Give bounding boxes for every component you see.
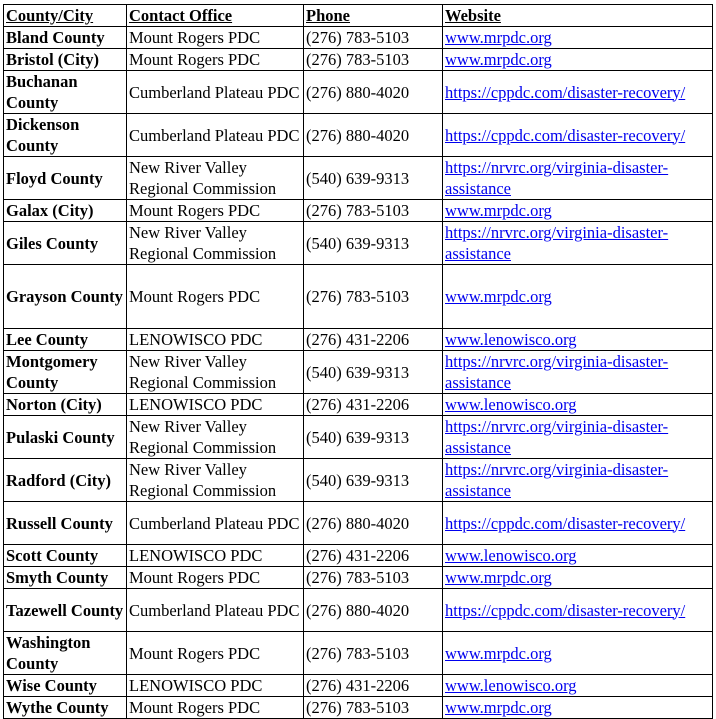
county-cell: Pulaski County [4,416,127,459]
county-cell: Norton (City) [4,394,127,416]
table-row [4,265,713,329]
phone-cell: (276) 880-4020 [304,502,443,545]
phone-cell: (276) 783-5103 [304,567,443,589]
table-row [4,329,713,351]
website-cell [443,157,713,200]
office-cell: Mount Rogers PDC [127,200,304,222]
office-cell: Cumberland Plateau PDC [127,502,304,545]
website-cell [443,416,713,459]
table-row [4,589,713,632]
table-row [4,567,713,589]
table-body [4,27,713,719]
website-link[interactable]: www.mrpdc.org [445,643,552,663]
office-cell: Mount Rogers PDC [127,265,304,329]
office-cell: Mount Rogers PDC [127,49,304,71]
website-cell [443,49,713,71]
website-link[interactable]: www.lenowisco.org [445,676,577,695]
county-cell: Bland County [4,27,127,49]
website-link[interactable]: www.mrpdc.org [445,201,552,220]
county-cell: Dickenson County [4,114,127,157]
phone-cell: (276) 431-2206 [304,329,443,351]
website-link[interactable]: https://nrvrc.org/virginia-disaster-assistance [445,352,669,392]
county-cell: Lee County [4,329,127,351]
table-row [4,394,713,416]
office-cell: Mount Rogers PDC [127,567,304,589]
county-cell: Tazewell County [4,589,127,632]
phone-cell: (276) 783-5103 [304,697,443,719]
website-cell [443,459,713,502]
header-website: Website [443,5,713,27]
website-link[interactable]: www.lenowisco.org [445,546,577,565]
contact-table [3,4,713,719]
website-link[interactable]: https://nrvrc.org/virginia-disaster-assistance [445,460,669,500]
website-link[interactable]: www.mrpdc.org [445,28,552,47]
header-county: County/City [4,5,127,27]
website-cell [443,222,713,265]
county-cell: Grayson County [4,265,127,329]
county-cell: Washington County [4,632,127,675]
county-cell: Russell County [4,502,127,545]
table-row [4,502,713,545]
website-link[interactable]: www.mrpdc.org [445,50,552,69]
office-cell: Cumberland Plateau PDC [127,589,304,632]
website-cell [443,71,713,114]
website-cell [443,502,713,545]
website-cell [443,329,713,351]
office-cell: Cumberland Plateau PDC [127,71,304,114]
office-cell: LENOWISCO PDC [127,545,304,567]
phone-cell: (276) 431-2206 [304,545,443,567]
phone-cell: (276) 431-2206 [304,675,443,697]
office-cell: Mount Rogers PDC [127,27,304,49]
county-cell: Radford (City) [4,459,127,502]
website-cell [443,632,713,675]
county-cell: Floyd County [4,157,127,200]
table-row [4,222,713,265]
table-row [4,71,713,114]
website-cell [443,265,713,329]
county-cell: Wise County [4,675,127,697]
phone-cell: (276) 783-5103 [304,27,443,49]
website-link[interactable]: www.mrpdc.org [445,698,552,717]
website-link[interactable]: https://cppdc.com/disaster-recovery/ [445,600,686,620]
county-cell: Bristol (City) [4,49,127,71]
table-row [4,351,713,394]
table-row [4,49,713,71]
website-link[interactable]: https://cppdc.com/disaster-recovery/ [445,82,686,102]
phone-cell: (540) 639-9313 [304,222,443,265]
phone-cell: (276) 783-5103 [304,200,443,222]
website-link[interactable]: www.mrpdc.org [445,568,552,587]
county-cell: Montgomery County [4,351,127,394]
office-cell: New River Valley Regional Commission [127,222,304,265]
table-row [4,697,713,719]
county-cell: Galax (City) [4,200,127,222]
office-cell: LENOWISCO PDC [127,675,304,697]
website-cell [443,114,713,157]
table-row [4,200,713,222]
phone-cell: (540) 639-9313 [304,459,443,502]
phone-cell: (276) 880-4020 [304,114,443,157]
phone-cell: (276) 783-5103 [304,49,443,71]
table-row [4,157,713,200]
office-cell: New River Valley Regional Commission [127,416,304,459]
county-cell: Smyth County [4,567,127,589]
header-row [4,5,713,27]
table-row [4,459,713,502]
phone-cell: (276) 783-5103 [304,265,443,329]
website-cell [443,351,713,394]
website-cell [443,27,713,49]
county-cell: Giles County [4,222,127,265]
table-row [4,545,713,567]
website-link[interactable]: www.mrpdc.org [445,287,552,306]
website-link[interactable]: https://cppdc.com/disaster-recovery/ [445,125,686,145]
website-cell [443,675,713,697]
header-office: Contact Office [127,5,304,27]
table-row [4,114,713,157]
website-link[interactable]: https://nrvrc.org/virginia-disaster-assistance [445,417,669,457]
website-cell [443,545,713,567]
office-cell: LENOWISCO PDC [127,394,304,416]
office-cell: New River Valley Regional Commission [127,351,304,394]
website-link[interactable]: https://nrvrc.org/virginia-disaster-assistance [445,223,669,263]
county-cell: Wythe County [4,697,127,719]
website-link[interactable]: https://nrvrc.org/virginia-disaster-assistance [445,158,669,198]
website-link[interactable]: https://cppdc.com/disaster-recovery/ [445,513,686,533]
county-cell: Buchanan County [4,71,127,114]
website-link[interactable]: www.lenowisco.org [445,395,577,414]
website-cell [443,697,713,719]
table-row [4,27,713,49]
county-cell: Scott County [4,545,127,567]
phone-cell: (276) 783-5103 [304,632,443,675]
phone-cell: (276) 431-2206 [304,394,443,416]
office-cell: New River Valley Regional Commission [127,459,304,502]
phone-cell: (540) 639-9313 [304,416,443,459]
website-cell [443,200,713,222]
phone-cell: (540) 639-9313 [304,351,443,394]
table-row [4,675,713,697]
table-row [4,416,713,459]
website-link[interactable]: www.lenowisco.org [445,330,577,349]
website-cell [443,394,713,416]
header-phone: Phone [304,5,443,27]
phone-cell: (540) 639-9313 [304,157,443,200]
phone-cell: (276) 880-4020 [304,71,443,114]
website-cell [443,567,713,589]
table-row [4,632,713,675]
office-cell: Cumberland Plateau PDC [127,114,304,157]
website-cell [443,589,713,632]
office-cell: New River Valley Regional Commission [127,157,304,200]
office-cell: Mount Rogers PDC [127,697,304,719]
office-cell: LENOWISCO PDC [127,329,304,351]
office-cell: Mount Rogers PDC [127,632,304,675]
phone-cell: (276) 880-4020 [304,589,443,632]
